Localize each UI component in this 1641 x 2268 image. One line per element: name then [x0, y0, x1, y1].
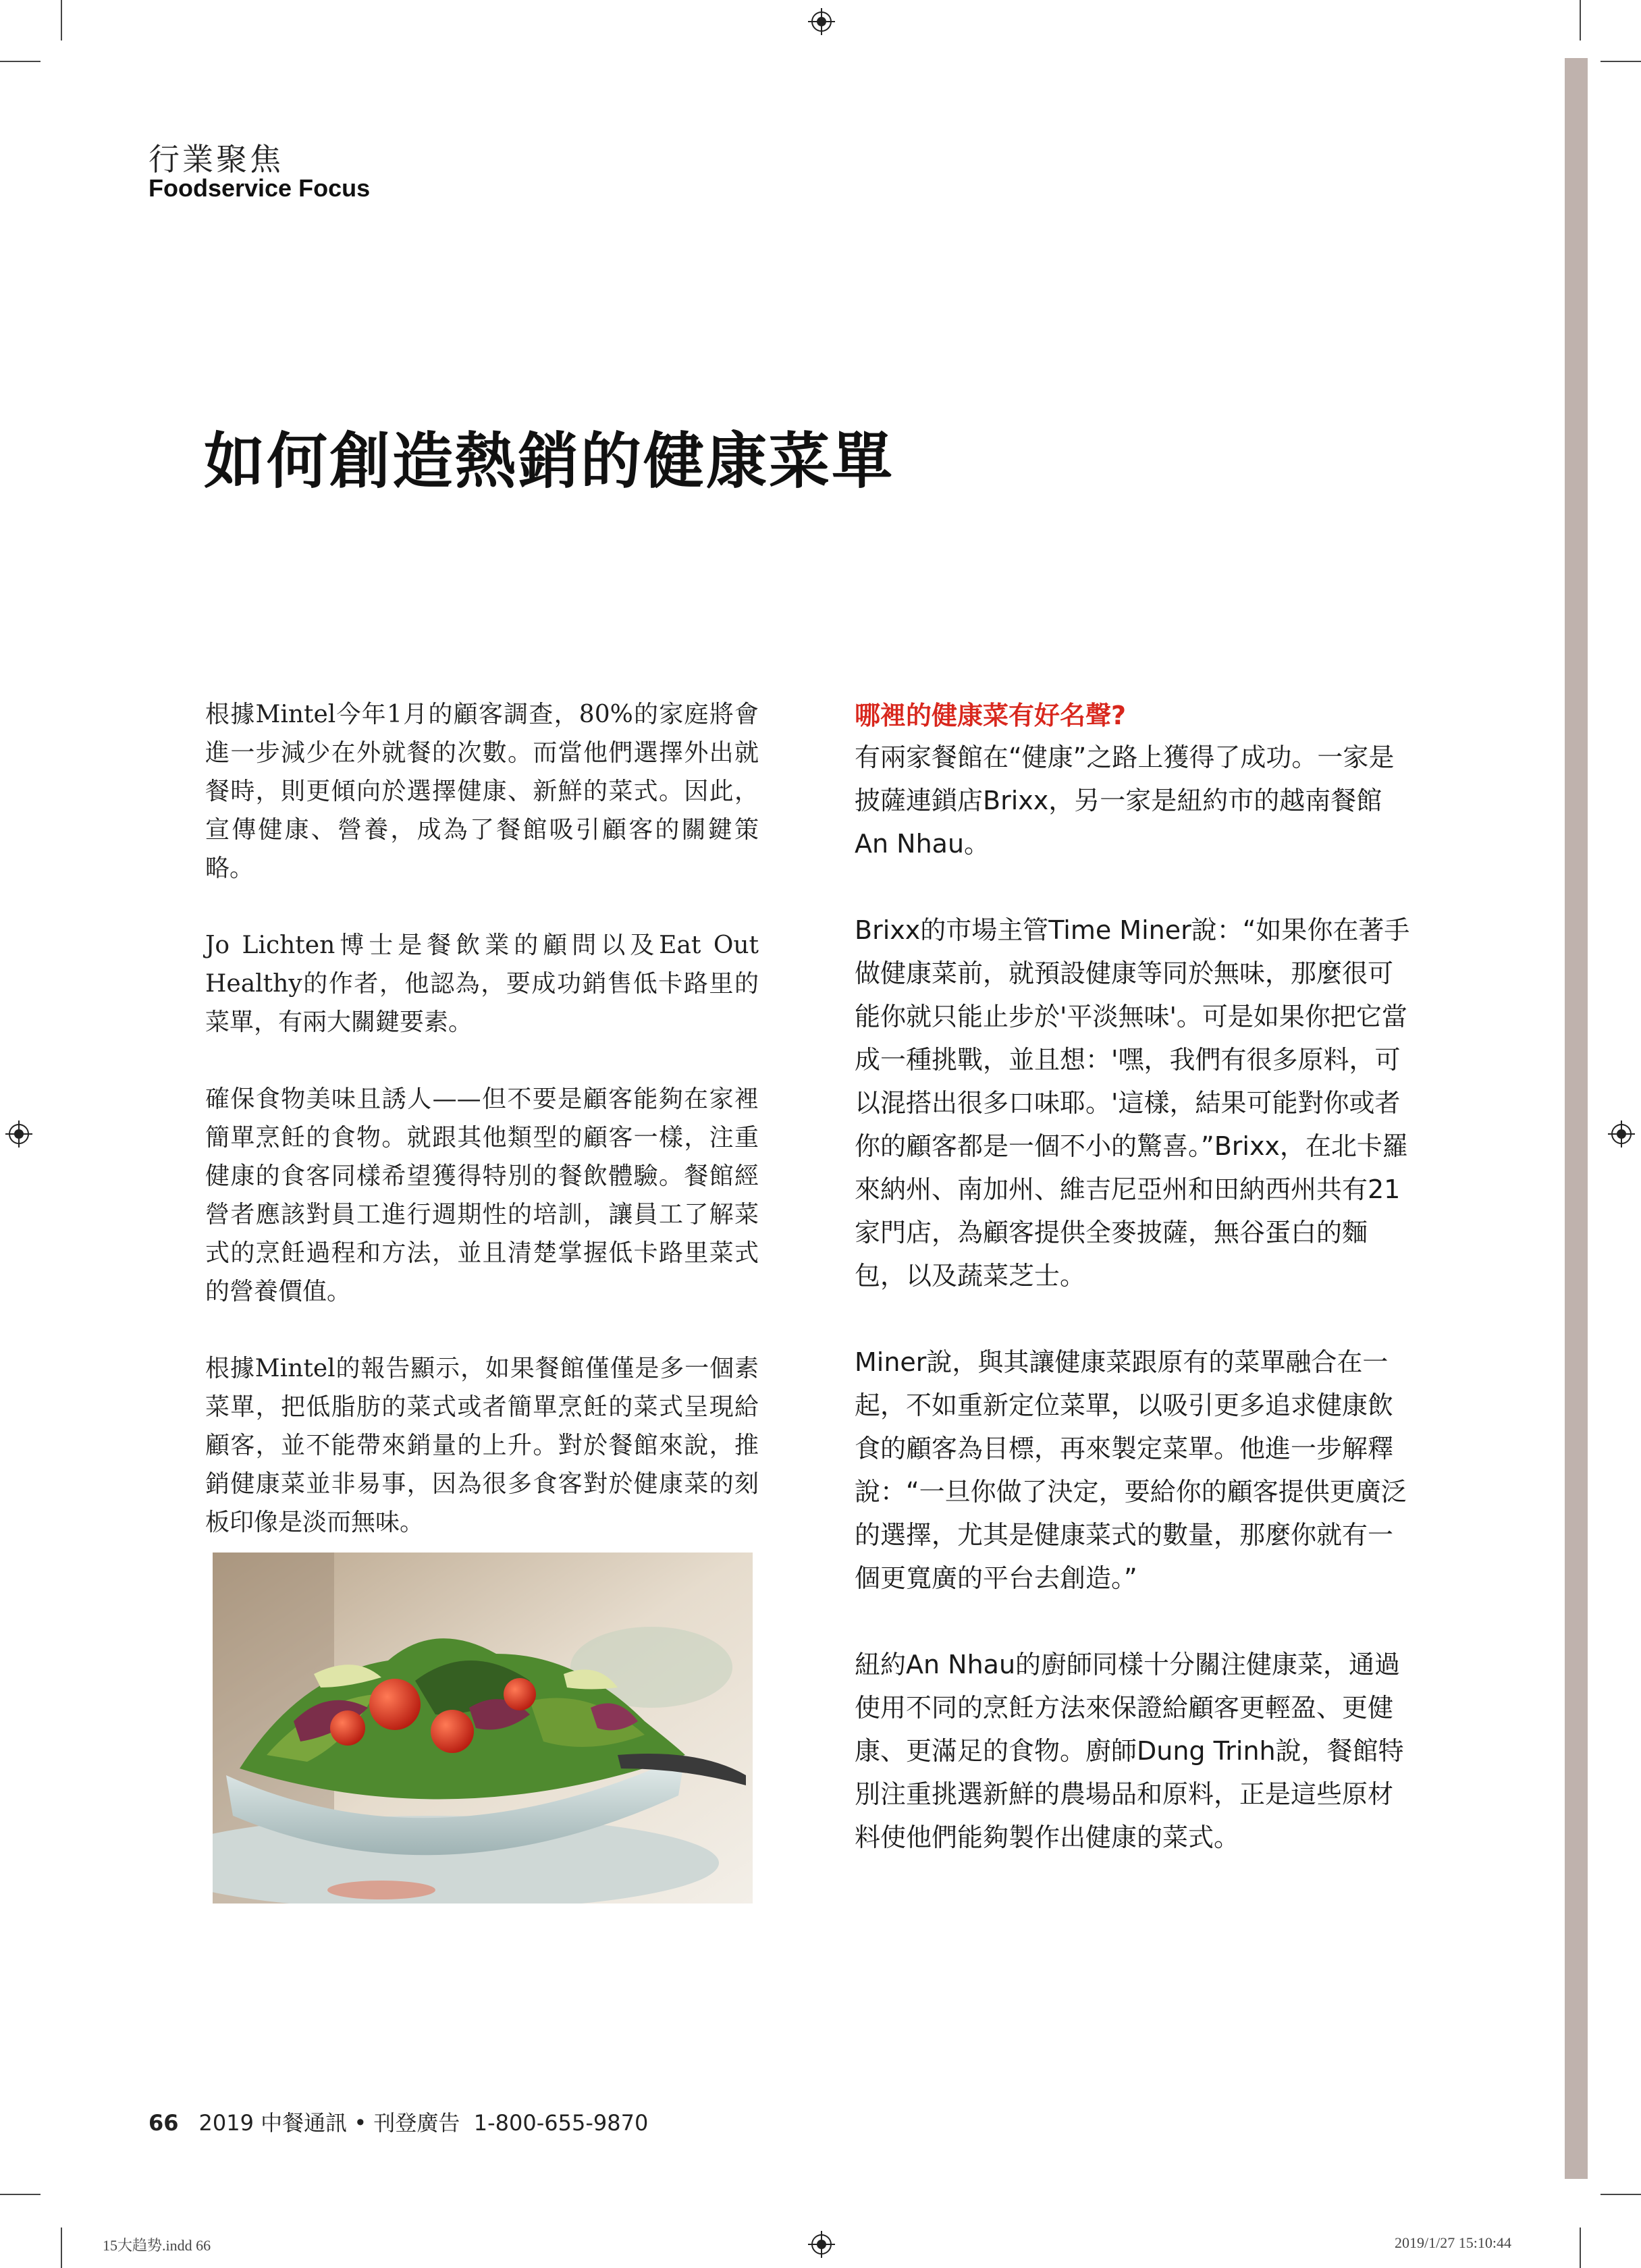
body-paragraph: 根據Mintel今年1月的顧客調查，80%的家庭將會進一步減少在外就餐的次數。而當他們選擇外出就餐時，則更傾向於選擇健康、新鮮的菜式。因此，宣傳健康、營養，成為了餐館吸引顧客的關鍵策略。: [205, 701, 759, 882]
page-number: 66: [149, 2110, 179, 2136]
page-edge-bar: [1565, 58, 1588, 2179]
crop-mark: [61, 2228, 62, 2268]
registration-mark-icon: [808, 8, 835, 35]
section-label-en: Foodservice Focus: [149, 174, 371, 202]
section-label-cn: 行業聚焦: [149, 141, 284, 178]
body-paragraph: Brixx的市場主管Time Miner說：“如果你在著手做健康菜前，就預設健康等同於無味，那麼很可能你就只能止步於'平淡無味'。可是如果你把它當成一種挑戰，並且想：'嘿，我們有很多原料，可以混搭出很多口味耶。'這樣，結果可能對你或者你的顧客都是一個不小的驚喜。”Brixx，在北卡羅來納州、南加州、維吉尼亞州和田納西州共有21家門店，為顧客提供全麥披薩，無谷蛋白的麵包，以及蔬菜芝士。: [855, 915, 1410, 1291]
crop-mark: [0, 2194, 41, 2195]
crop-mark: [1580, 0, 1581, 40]
salad-photo: [213, 1552, 753, 1904]
body-paragraph: 根據Mintel的報告顯示，如果餐館僅僅是多一個素菜單，把低脂肪的菜式或者簡單烹飪的菜式呈現給顧客，並不能帶來銷量的上升。對於餐館來說，推銷健康菜並非易事，因為很多食客對於健康菜的刻板印像是淡而無味。: [205, 1355, 759, 1536]
registration-mark-icon: [5, 1120, 32, 1148]
body-paragraph: 有兩家餐館在“健康”之路上獲得了成功。一家是披薩連鎖店Brixx，另一家是紐約市的越南餐館An Nhau。: [855, 742, 1395, 859]
print-timestamp: 2019/1/27 15:10:44: [1395, 2234, 1511, 2251]
file-slug: 15大趋势.indd 66: [103, 2237, 211, 2254]
registration-mark-icon: [808, 2231, 835, 2258]
crop-mark: [0, 61, 41, 62]
body-paragraph: 紐約An Nhau的廚師同樣十分關注健康菜，通過使用不同的烹飪方法來保證給顧客更輕盈、更健康、更滿足的食物。廚師Dung Trinh說，餐館特別注重挑選新鮮的農場品和原料，正是這些原材料使他們能夠製作出健康的菜式。: [855, 1650, 1404, 1852]
crop-mark: [61, 0, 62, 40]
subheading: 哪裡的健康菜有好名聲?: [855, 701, 1127, 730]
page-footer: [149, 2106, 648, 2137]
body-paragraph: Jo Lichten博士是餐飲業的顧問以及Eat Out Healthy的作者，他認為，要成功銷售低卡路里的菜單，有兩大關鍵要素。: [205, 932, 759, 1036]
publication-line: 2019 中餐通訊 • 刊登廣告: [198, 2110, 460, 2136]
phone-number: 1-800-655-9870: [473, 2110, 649, 2136]
article-title: 如何創造熱銷的健康菜單: [204, 426, 894, 497]
body-paragraph: 確保食物美味且誘人——但不要是顧客能夠在家裡簡單烹飪的食物。就跟其他類型的顧客一樣，注重健康的食客同樣希望獲得特別的餐飲體驗。餐館經營者應該對員工進行週期性的培訓，讓員工了解菜式的烹飪過程和方法，並且清楚掌握低卡路里菜式的營養價值。: [205, 1085, 759, 1305]
crop-mark: [1580, 2228, 1581, 2268]
body-paragraph: Miner說，與其讓健康菜跟原有的菜單融合在一起，不如重新定位菜單，以吸引更多追求健康飲食的顧客為目標，再來製定菜單。他進一步解釋說：“一旦你做了決定，要給你的顧客提供更廣泛的選擇，尤其是健康菜式的數量，那麼你就有一個更寬廣的平台去創造。”: [855, 1347, 1407, 1593]
crop-mark: [1600, 2194, 1641, 2195]
crop-mark: [1600, 61, 1641, 62]
registration-mark-icon: [1608, 1120, 1635, 1148]
left-column: [205, 695, 759, 1580]
right-column: [855, 695, 1415, 1902]
